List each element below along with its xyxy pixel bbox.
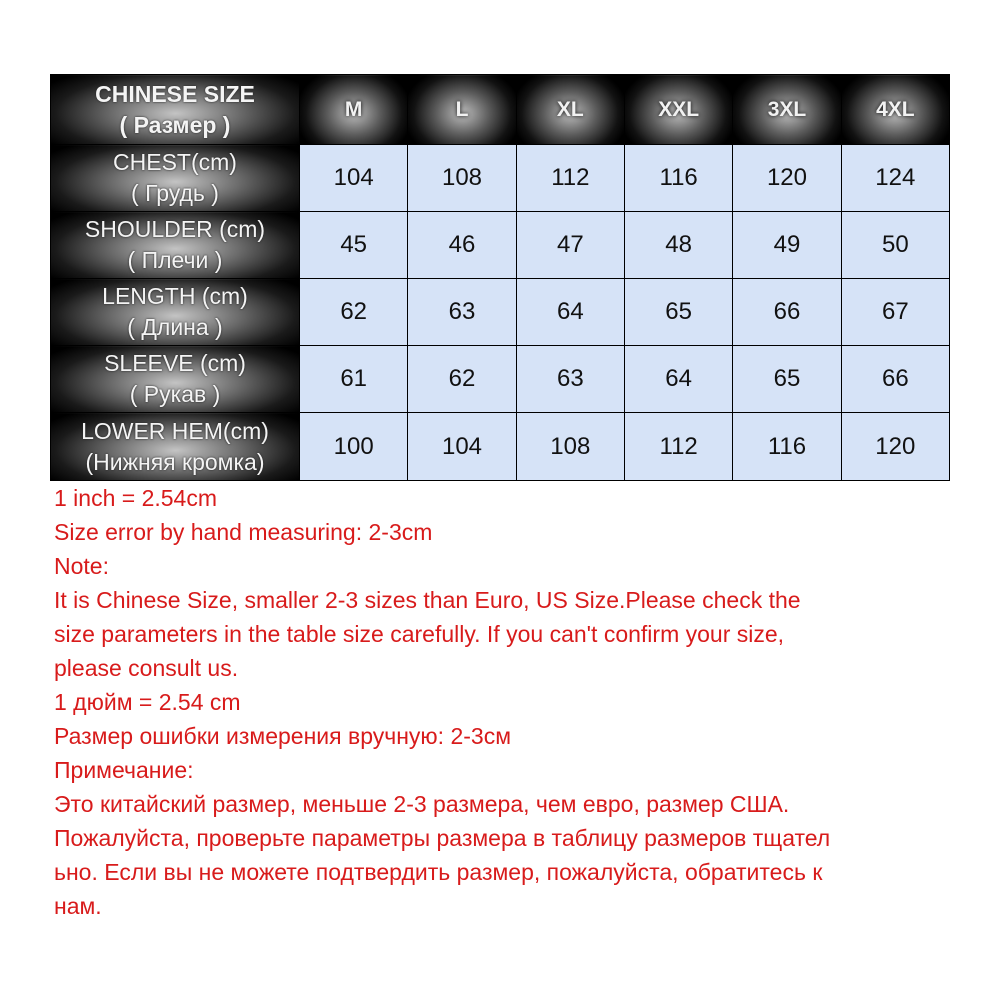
row-header-shoulder bbox=[51, 212, 300, 279]
row-label-ru: ( Длина ) bbox=[127, 314, 223, 340]
size-header-m: M bbox=[300, 75, 408, 145]
corner-header-cell bbox=[51, 75, 300, 145]
value-cell: 104 bbox=[300, 145, 408, 212]
note-line-ru: Это китайский размер, меньше 2-3 размера, чем евро, размер США. bbox=[54, 791, 790, 817]
note-line: please consult us. bbox=[54, 655, 239, 681]
note-heading-ru: Примечание: bbox=[54, 757, 194, 783]
size-chart-table bbox=[50, 74, 950, 481]
value-cell: 124 bbox=[841, 145, 949, 212]
value-cell: 50 bbox=[841, 212, 949, 279]
row-header-length bbox=[51, 279, 300, 346]
size-header-3xl: 3XL bbox=[733, 75, 841, 145]
row-label-ru: ( Плечи ) bbox=[127, 247, 223, 273]
note-line-ru: ьно. Если вы не можете подтвердить размер, пожалуйста, обратитесь к bbox=[54, 859, 823, 885]
value-cell: 64 bbox=[516, 279, 624, 346]
value-cell: 120 bbox=[841, 413, 949, 481]
value-cell: 45 bbox=[300, 212, 408, 279]
value-cell: 49 bbox=[733, 212, 841, 279]
table-row-sleeve bbox=[51, 346, 950, 413]
size-header-l: L bbox=[408, 75, 516, 145]
value-cell: 65 bbox=[733, 346, 841, 413]
size-header-row bbox=[51, 75, 950, 145]
value-cell: 112 bbox=[516, 145, 624, 212]
value-cell: 63 bbox=[408, 279, 516, 346]
value-cell: 48 bbox=[624, 212, 732, 279]
value-cell: 108 bbox=[408, 145, 516, 212]
value-cell: 116 bbox=[733, 413, 841, 481]
note-measurement-error: Size error by hand measuring: 2-3cm bbox=[54, 519, 433, 545]
note-line-ru: нам. bbox=[54, 893, 102, 919]
size-header-xxl: XXL bbox=[624, 75, 732, 145]
value-cell: 64 bbox=[624, 346, 732, 413]
row-label-ru: ( Рукав ) bbox=[129, 381, 221, 407]
value-cell: 112 bbox=[624, 413, 732, 481]
row-header-chest bbox=[51, 145, 300, 212]
value-cell: 63 bbox=[516, 346, 624, 413]
value-cell: 120 bbox=[733, 145, 841, 212]
row-label-en: LENGTH (cm) bbox=[102, 283, 248, 309]
value-cell: 47 bbox=[516, 212, 624, 279]
row-label-en: CHEST(cm) bbox=[113, 149, 237, 175]
row-label-en: SHOULDER (cm) bbox=[84, 216, 266, 242]
value-cell: 67 bbox=[841, 279, 949, 346]
size-header-4xl: 4XL bbox=[841, 75, 949, 145]
value-cell: 66 bbox=[841, 346, 949, 413]
value-cell: 65 bbox=[624, 279, 732, 346]
row-label-ru: ( Грудь ) bbox=[131, 180, 219, 206]
value-cell: 62 bbox=[408, 346, 516, 413]
size-notes bbox=[54, 481, 954, 923]
note-line: It is Chinese Size, smaller 2-3 sizes than Euro, US Size.Please check the bbox=[54, 587, 801, 613]
value-cell: 46 bbox=[408, 212, 516, 279]
row-header-lower-hem bbox=[51, 413, 300, 481]
note-measurement-error-ru: Размер ошибки измерения вручную: 2-3см bbox=[54, 723, 512, 749]
value-cell: 61 bbox=[300, 346, 408, 413]
value-cell: 116 bbox=[624, 145, 732, 212]
value-cell: 62 bbox=[300, 279, 408, 346]
value-cell: 100 bbox=[300, 413, 408, 481]
row-label-en: SLEEVE (cm) bbox=[104, 350, 246, 376]
note-inch-conversion: 1 inch = 2.54cm bbox=[54, 485, 218, 511]
value-cell: 108 bbox=[516, 413, 624, 481]
table-row-chest bbox=[51, 145, 950, 212]
table-row-lower-hem bbox=[51, 413, 950, 481]
corner-label-en: CHINESE SIZE bbox=[95, 80, 255, 107]
value-cell: 104 bbox=[408, 413, 516, 481]
row-header-sleeve bbox=[51, 346, 300, 413]
note-line-ru: Пожалуйста, проверьте параметры размера в таблицу размеров тщател bbox=[54, 825, 831, 851]
note-heading: Note: bbox=[54, 553, 109, 579]
table-row-length bbox=[51, 279, 950, 346]
table-row-shoulder bbox=[51, 212, 950, 279]
row-label-ru: (Нижняя кромка) bbox=[85, 448, 265, 475]
size-header-xl: XL bbox=[516, 75, 624, 145]
value-cell: 66 bbox=[733, 279, 841, 346]
note-line: size parameters in the table size carefully. If you can't confirm your size, bbox=[54, 621, 785, 647]
corner-label-ru: ( Размер ) bbox=[119, 111, 231, 138]
row-label-en: LOWER HEM(cm) bbox=[81, 417, 269, 444]
note-inch-conversion-ru: 1 дюйм = 2.54 cm bbox=[54, 689, 241, 715]
